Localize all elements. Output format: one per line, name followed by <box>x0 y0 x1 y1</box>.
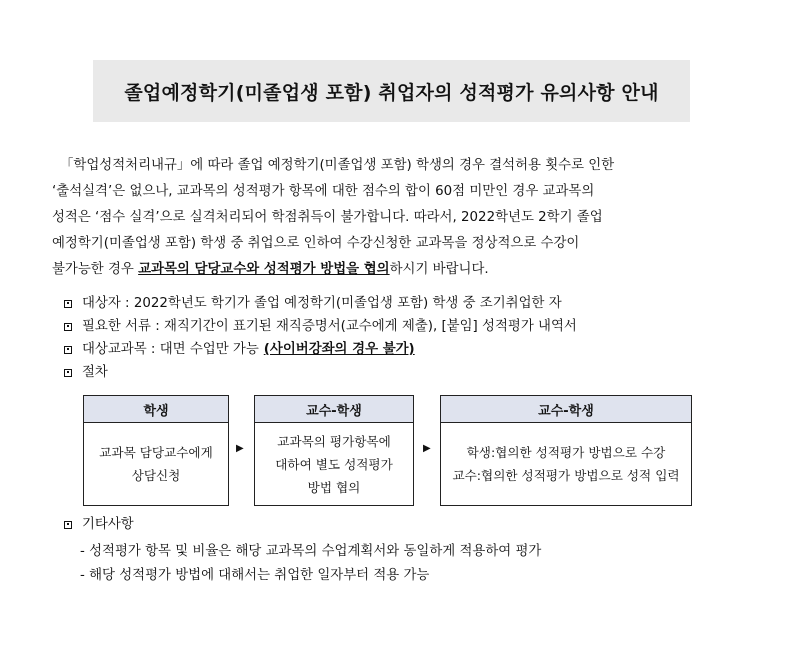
step-text: 대하여 별도 성적평가 <box>275 456 393 472</box>
step-text: 교과목 담당교수에게 <box>99 445 213 460</box>
procedure-step-evaluation <box>440 395 692 506</box>
arrow-right-icon: ▶ <box>423 443 431 454</box>
step-body <box>84 423 228 505</box>
intro-paragraph <box>52 153 742 283</box>
bullet-list <box>64 292 577 384</box>
square-bullet-icon <box>64 300 72 308</box>
step-text: 학생:협의한 성적평가 방법으로 수강 <box>466 445 666 460</box>
page-title: 졸업예정학기(미졸업생 포함) 취업자의 성적평가 유의사항 안내 <box>124 81 659 104</box>
arrow-right-icon: ▶ <box>236 443 244 454</box>
bullet-courses <box>64 338 577 361</box>
step-header: 학생 <box>84 396 228 423</box>
bullet-text: 필요한 서류 : 재직기간이 표기된 재직증명서(교수에게 제출), [붙임] 성적평가 내역서 <box>82 319 577 334</box>
intro-line: 「학업성적처리내규」에 따라 졸업 예정학기(미졸업생 포함) 학생의 경우 결석허용 횟수로 인한 <box>60 158 615 173</box>
intro-line-last <box>52 257 742 283</box>
step-text: 교수:협의한 성적평가 방법으로 성적 입력 <box>452 468 680 483</box>
intro-text: 불가능한 경우 <box>52 262 139 277</box>
step-body <box>441 423 691 505</box>
step-body <box>255 423 413 505</box>
bullet-procedure <box>64 361 577 384</box>
intro-emphasis: 교과목의 담당교수와 성적평가 방법을 협의 <box>138 262 390 277</box>
intro-line: 성적은 ‘점수 실격’으로 실격처리되어 학점취득이 불가합니다. 따라서, 2022학년도 2학기 졸업 <box>52 210 603 225</box>
bullet-text: 대상교과목 : 대면 수업만 가능 <box>82 342 259 357</box>
bullet-text: 절차 <box>82 365 108 380</box>
square-bullet-icon <box>64 323 72 331</box>
step-text: 상담신청 <box>131 468 181 483</box>
step-text: 교과목의 평가항목에 <box>277 433 391 449</box>
others-heading <box>64 513 134 536</box>
step-header: 교수-학생 <box>255 396 413 423</box>
intro-line: 예정학기(미졸업생 포함) 학생 중 취업으로 인하여 수강신청한 교과목을 정상적으로 수강이 <box>52 236 580 251</box>
others-item: - 성적평가 항목 및 비율은 해당 교과목의 수업계획서와 동일하게 적용하여 평가 <box>80 544 542 559</box>
square-bullet-icon <box>64 521 72 529</box>
bullet-text: 대상자 : 2022학년도 학기가 졸업 예정학기(미졸업생 포함) 학생 중 조기취업한 자 <box>82 296 562 311</box>
procedure-step-student <box>83 395 229 506</box>
others-item: - 해당 성적평가 방법에 대해서는 취업한 일자부터 적용 가능 <box>80 568 430 583</box>
others-heading-text: 기타사항 <box>82 517 134 532</box>
step-header: 교수-학생 <box>441 396 691 423</box>
step-text: 방법 협의 <box>307 479 361 495</box>
square-bullet-icon <box>64 346 72 354</box>
intro-text: 하시기 바랍니다. <box>389 262 489 277</box>
bullet-documents <box>64 315 577 338</box>
bullet-target <box>64 292 577 315</box>
intro-line: ‘출석실격’은 없으나, 교과목의 성적평가 항목에 대한 점수의 합이 60점 미만인 경우 교과목의 <box>52 184 595 199</box>
square-bullet-icon <box>64 369 72 377</box>
procedure-step-consult <box>254 395 414 506</box>
title-banner <box>93 60 690 122</box>
bullet-emphasis: (사이버강좌의 경우 불가) <box>263 342 415 357</box>
